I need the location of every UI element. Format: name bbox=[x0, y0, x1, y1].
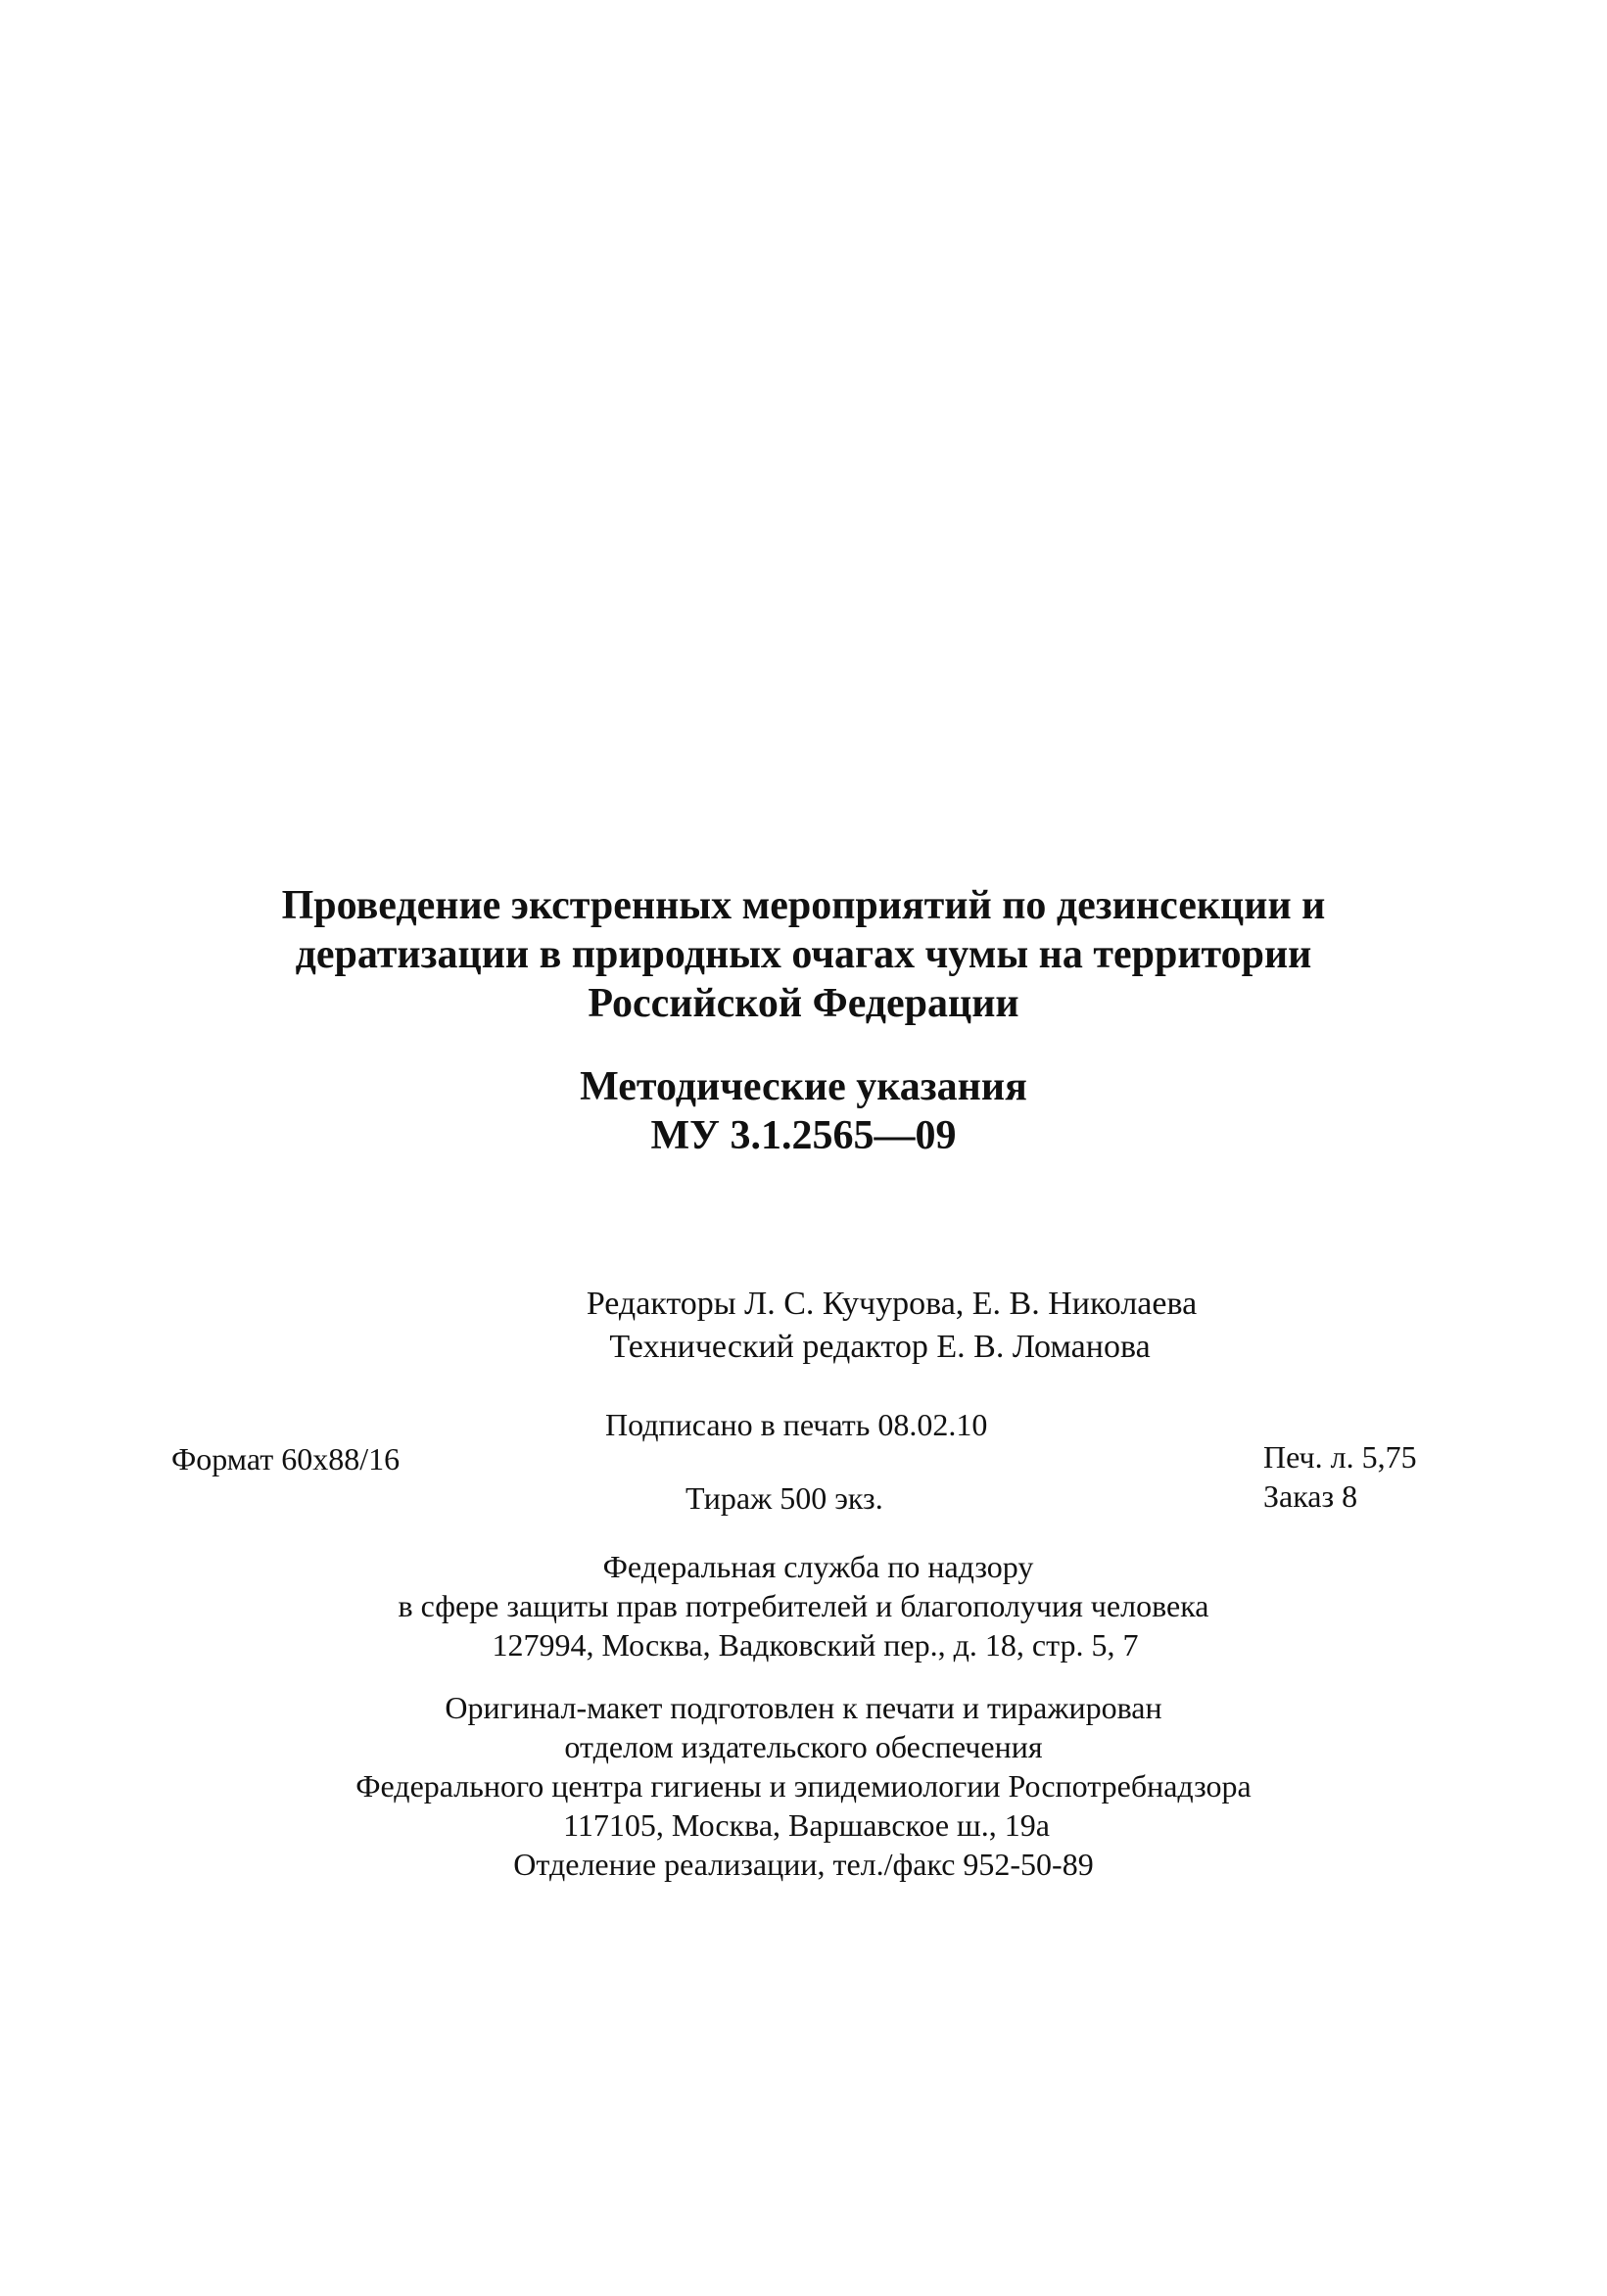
publisher-line-2: отделом издательского обеспечения bbox=[564, 1729, 1043, 1764]
editors-line: Редакторы Л. С. Кучурова, Е. В. Николаева bbox=[586, 1286, 1198, 1322]
doc-type: Методические указания bbox=[580, 1064, 1027, 1109]
agency-address: 127994, Москва, Вадковский пер., д. 18, стр. 5, 7 bbox=[492, 1627, 1139, 1663]
agency-block bbox=[0, 1547, 1607, 1664]
tech-editor-line: Технический редактор Е. В. Ломанова bbox=[609, 1329, 1151, 1365]
publisher-address: 117105, Москва, Варшавское ш., 19а bbox=[563, 1807, 1050, 1843]
title-line-3: Российской Федерации bbox=[588, 981, 1019, 1026]
doc-code: МУ 3.1.2565—09 bbox=[650, 1113, 957, 1158]
title-line-2: дератизации в природных очагах чумы на территории bbox=[295, 932, 1312, 977]
order-number: Заказ 8 bbox=[1263, 1478, 1358, 1514]
signed-to-print: Подписано в печать 08.02.10 bbox=[605, 1407, 988, 1442]
publisher-line-1: Оригинал-макет подготовлен к печати и тиражирован bbox=[445, 1690, 1162, 1725]
title-line-1: Проведение экстренных мероприятий по дезинсекции и bbox=[281, 883, 1326, 928]
sales-department: Отделение реализации, тел./факс 952-50-89 bbox=[513, 1847, 1094, 1882]
publisher-block bbox=[0, 1688, 1607, 1884]
printed-sheets: Печ. л. 5,75 bbox=[1263, 1439, 1417, 1475]
document-title bbox=[0, 881, 1607, 1028]
editors-block bbox=[0, 1283, 1607, 1369]
paper-format: Формат 60x88/16 bbox=[171, 1441, 401, 1476]
document-subtitle bbox=[0, 1062, 1607, 1160]
agency-line-2: в сфере защиты прав потребителей и благополучия человека bbox=[398, 1588, 1209, 1623]
publisher-line-3: Федерального центра гигиены и эпидемиологии Роспотребнадзора bbox=[355, 1768, 1252, 1804]
agency-line-1: Федеральная служба по надзору bbox=[602, 1549, 1034, 1584]
print-run: Тираж 500 экз. bbox=[685, 1480, 883, 1516]
